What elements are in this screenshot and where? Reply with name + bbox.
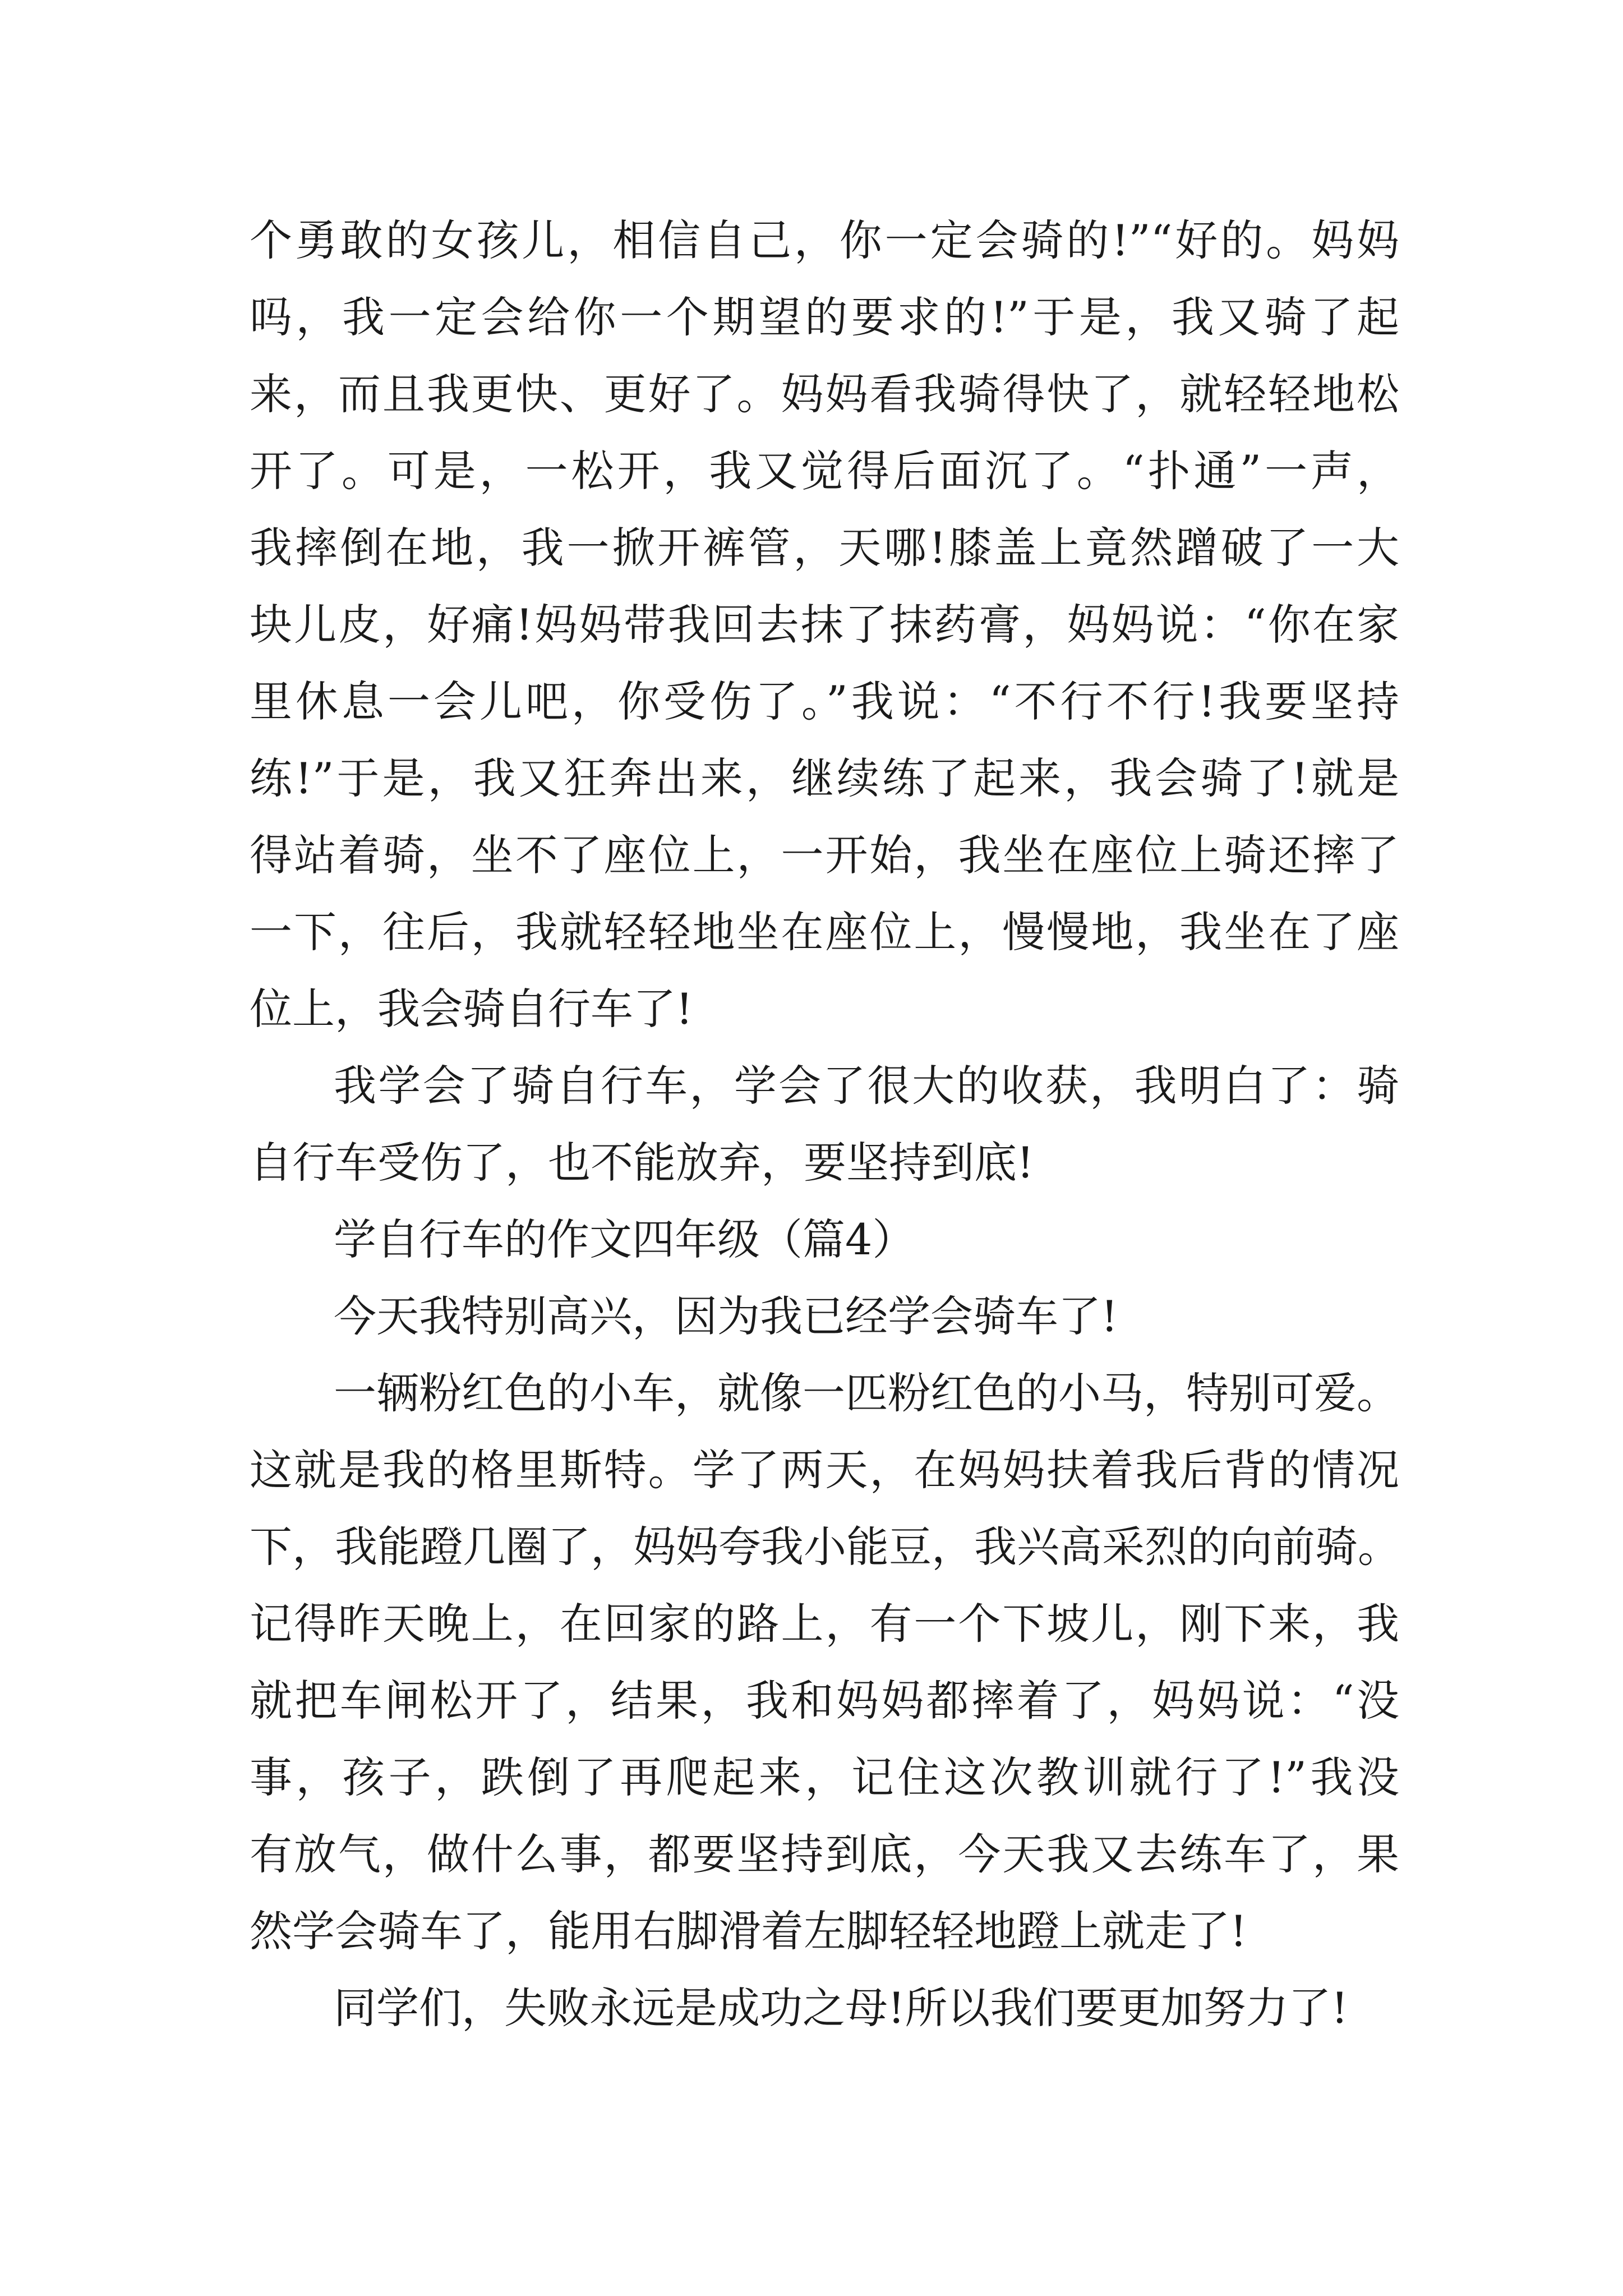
text-line: 位上，我会骑自行车了!: [250, 984, 693, 1034]
text-line: 同学们，失败永远是成功之母!所以我们要更加努力了!: [334, 1983, 1349, 2033]
text-line: 自行车受伤了，也不能放弃，要坚持到底!: [250, 1138, 1034, 1188]
text-line: 事，孩子，跌倒了再爬起来，记住这次教训就行了!”我没: [250, 1752, 1399, 1802]
text-line: 今天我特别高兴，因为我已经学会骑车了!: [334, 1291, 1118, 1341]
text-line: 一下，往后，我就轻轻地坐在座位上，慢慢地，我坐在了座: [250, 907, 1399, 957]
text-line: 我学会了骑自行车，学会了很大的收获，我明白了：骑: [334, 1061, 1399, 1111]
text-line: 就把车闸松开了，结果，我和妈妈都摔着了，妈妈说：“没: [250, 1676, 1399, 1726]
text-line: 来，而且我更快、更好了。妈妈看我骑得快了，就轻轻地松: [250, 369, 1399, 419]
essay-text-block: [250, 202, 1399, 2046]
text-line: 有放气，做什么事，都要坚持到底，今天我又去练车了，果: [250, 1829, 1399, 1879]
text-line: 得站着骑，坐不了座位上，一开始，我坐在座位上骑还摔了: [250, 830, 1399, 880]
text-line: 下，我能蹬几圈了，妈妈夸我小能豆，我兴高采烈的向前骑。: [250, 1522, 1400, 1572]
text-line: 练!”于是，我又狂奔出来，继续练了起来，我会骑了!就是: [250, 753, 1399, 803]
text-line: 块儿皮，好痛!妈妈带我回去抹了抹药膏，妈妈说：“你在家: [250, 600, 1399, 650]
text-line: 学自行车的作文四年级（篇4）: [334, 1214, 915, 1264]
text-line: 我摔倒在地，我一掀开裤管，天哪!膝盖上竟然蹭破了一大: [250, 523, 1399, 573]
text-line: 记得昨天晚上，在回家的路上，有一个下坡儿，刚下来，我: [250, 1599, 1399, 1649]
text-line: 一辆粉红色的小车，就像一匹粉红色的小马，特别可爱。: [334, 1368, 1399, 1418]
text-line: 吗，我一定会给你一个期望的要求的!”于是，我又骑了起: [250, 292, 1399, 342]
text-line: 个勇敢的女孩儿，相信自己，你一定会骑的!”“好的。妈妈: [250, 215, 1399, 265]
text-line: 开了。可是，一松开，我又觉得后面沉了。“扑通”一声，: [250, 446, 1399, 496]
text-line: 这就是我的格里斯特。学了两天，在妈妈扶着我后背的情况: [250, 1445, 1399, 1495]
text-line: 里休息一会儿吧，你受伤了。”我说：“不行不行!我要坚持: [250, 677, 1399, 726]
text-line: 然学会骑车了，能用右脚滑着左脚轻轻地蹬上就走了!: [250, 1906, 1247, 1956]
